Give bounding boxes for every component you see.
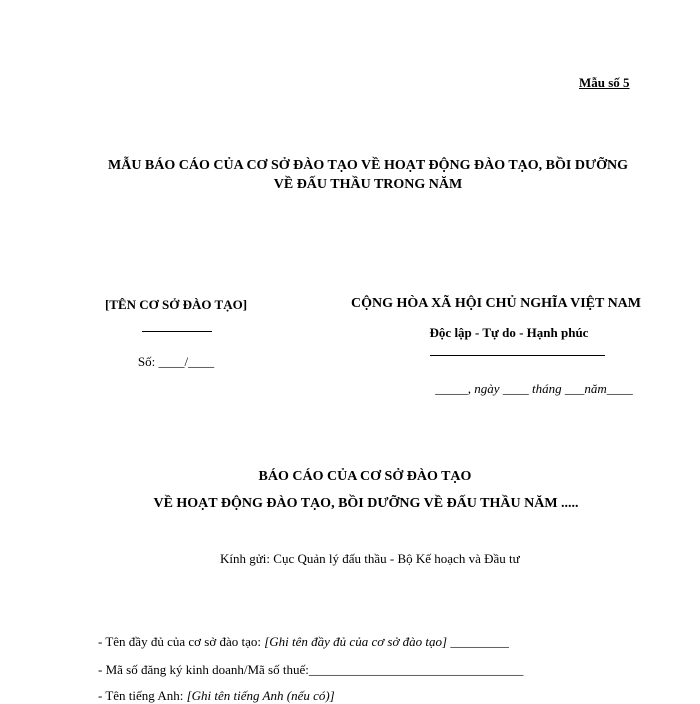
field-blank: _________________________________ — [308, 662, 524, 677]
field-tax-code — [98, 662, 523, 678]
date-line: _____, ngày ____ tháng ___năm____ — [435, 381, 633, 396]
motto: Độc lập - Tự do - Hạnh phúc — [429, 325, 589, 340]
form-number: Mẫu số 5 — [579, 75, 630, 90]
national-title: CỘNG HÒA XÃ HỘI CHỦ NGHĨA VIỆT NAM — [350, 296, 642, 311]
form-title-line1: MẪU BÁO CÁO CỦA CƠ SỞ ĐÀO TẠO VỀ HOẠT ĐỘNG ĐÀO TẠO, BỒI DƯỠNG — [108, 158, 628, 173]
form-title-line2: VỀ ĐẤU THẦU TRONG NĂM — [273, 177, 463, 192]
field-full-name — [98, 634, 509, 650]
field-hint: [Ghi tên tiếng Anh (nếu có)] — [186, 688, 335, 703]
report-title-line2: VỀ HOẠT ĐỘNG ĐÀO TẠO, BỒI DƯỠNG VỀ ĐẤU THẦU NĂM ..... — [153, 496, 579, 511]
org-name-underline — [142, 331, 212, 332]
field-hint: [Ghi tên đầy đủ của cơ sở đào tạo] — [264, 634, 448, 649]
motto-underline — [430, 355, 605, 356]
field-label: - Tên tiếng Anh: — [98, 688, 187, 703]
org-name: [TÊN CƠ SỞ ĐÀO TẠO] — [104, 297, 248, 312]
field-label: - Mã số đăng ký kinh doanh/Mã số thuế: — [98, 662, 309, 677]
field-label: - Tên đầy đủ của cơ sở đào tạo: — [98, 634, 265, 649]
field-blank: _________ — [447, 634, 509, 649]
field-english-name — [98, 688, 335, 704]
report-title-line1: BÁO CÁO CỦA CƠ SỞ ĐÀO TẠO — [258, 469, 472, 484]
recipient: Kính gửi: Cục Quản lý đấu thầu - Bộ Kế hoạch và Đầu tư — [220, 551, 520, 566]
document-number: Số: ____/____ — [137, 354, 215, 369]
